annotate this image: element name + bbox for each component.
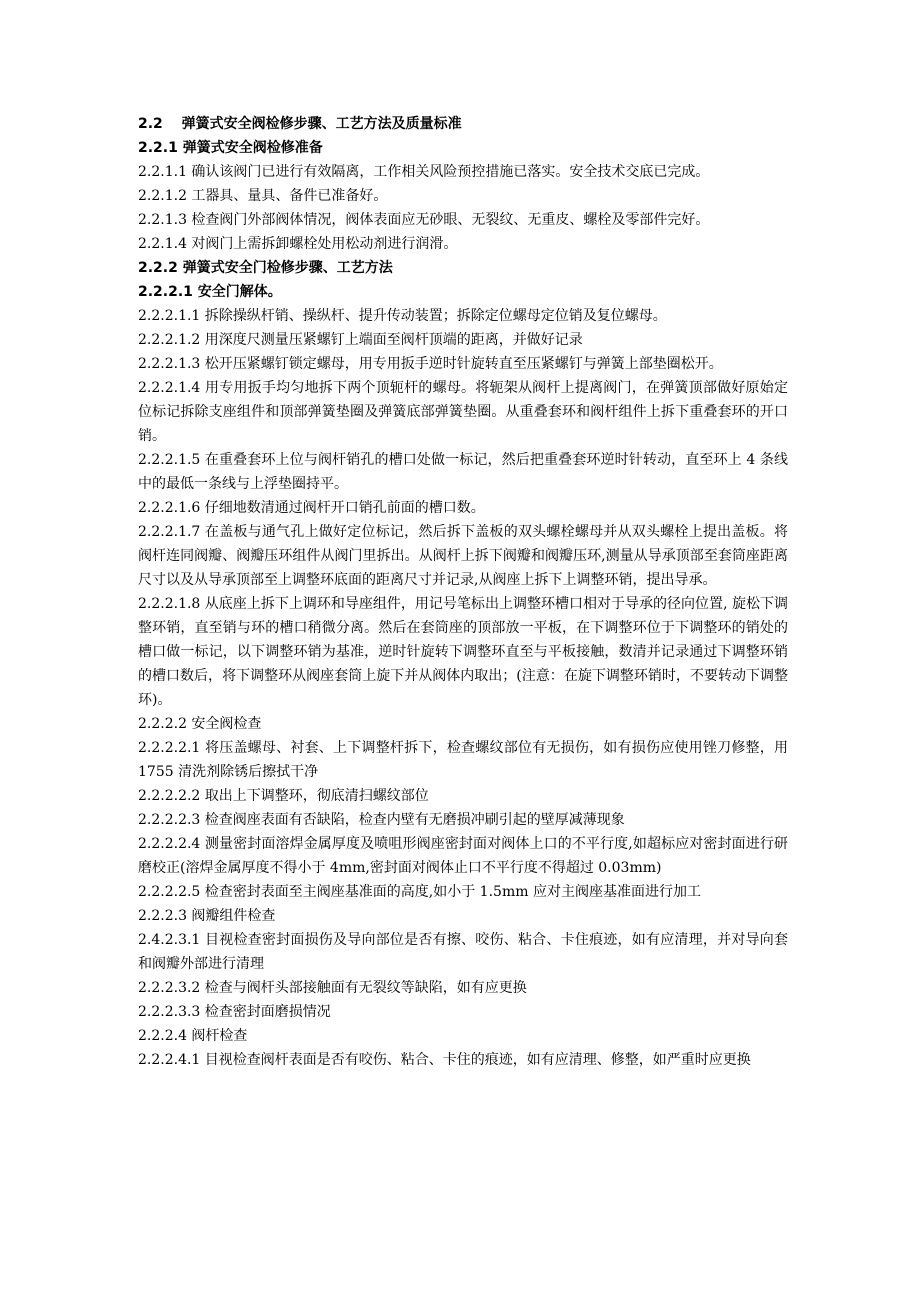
paragraph: 2.2.2.1.2 用深度尺测量压紧螺钉上端面至阀杆顶端的距离，并做好记录 [138,332,583,348]
paragraph: 2.2.1.1 确认该阀门已进行有效隔离，工作相关风险预控措施已落实。安全技术交底已完成。 [138,164,710,180]
paragraph: 2.2.2.1.3 松开压紧螺钉锁定螺母，用专用扳手逆时针旋转直至压紧螺钉与弹簧上部垫圈松开。 [138,356,723,372]
paragraph: 2.2.2.3.2 检查与阀杆头部接触面有无裂纹等缺陷，如有应更换 [138,980,527,996]
section-heading: 2.2 弹簧式安全阀检修步骤、工艺方法及质量标准 [138,116,462,132]
paragraph: 2.2.2.4.1 目视检查阀杆表面是否有咬伤、粘合、卡住的痕迹，如有应清理、修整，如严重时应更换 [138,1052,751,1068]
paragraph: 2.2.2.1.8 从底座上拆下上调环和导座组件，用记号笔标出上调整环槽口相对于导承的径向位置, 旋松下调整环销，直至销与环的槽口稍微分离。然后在套筒座的顶部放一平板，在下调整环位于下调整环的销处的槽口做一标记，以下调整环销为基准，逆时针旋转下调整环直至与平板接触，数清并记录通过下调整环销的槽口数后，将下调整环从阀座套筒上旋下并从阀体内取出；(注意：在旋下调整环销时，不要转动下调整环)。 [138,596,788,708]
paragraph: 2.2.2.2.4 测量密封面溶焊金属厚度及喷咀形阀座密封面对阀体上口的不平行度,如超标应对密封面进行研磨校正(溶焊金属厚度不得小于 4mm,密封面对阀体止口不平行度不得超过 0.03mm) [138,836,788,876]
subsection-heading: 2.2.1 弹簧式安全阀检修准备 [138,140,323,156]
document-body [138,112,788,1072]
paragraph: 2.2.2.2.1 将压盖螺母、衬套、上下调整杆拆下，检查螺纹部位有无损伤，如有损伤应使用锉刀修整，用 1755 清洗剂除锈后擦拭干净 [138,740,788,780]
paragraph: 2.4.2.3.1 目视检查密封面损伤及导向部位是否有擦、咬伤、粘合、卡住痕迹，如有应清理，并对导向套和阀瓣外部进行清理 [138,932,788,972]
paragraph: 2.2.2.1.4 用专用扳手均匀地拆下两个顶轭杆的螺母。将轭架从阀杆上提离阀门，在弹簧顶部做好原始定位标记拆除支座组件和顶部弹簧垫圈及弹簧底部弹簧垫圈。从重叠套环和阀杆组件上拆下重叠套环的开口销。 [138,380,788,444]
paragraph: 2.2.2.2.2 取出上下调整环，彻底清扫螺纹部位 [138,788,429,804]
subsection-heading: 2.2.2 弹簧式安全门检修步骤、工艺方法 [138,260,393,276]
paragraph: 2.2.2.1.6 仔细地数清通过阀杆开口销孔前面的槽口数。 [138,500,485,516]
paragraph: 2.2.1.3 检查阀门外部阀体情况，阀体表面应无砂眼、无裂纹、无重皮、螺栓及零部件完好。 [138,212,710,228]
paragraph: 2.2.2.1.1 拆除操纵杆销、操纵杆、提升传动装置；拆除定位螺母定位销及复位螺母。 [138,308,667,324]
paragraph: 2.2.2.1.5 在重叠套环上位与阀杆销孔的槽口处做一标记，然后把重叠套环逆时针转动，直至环上 4 条线中的最低一条线与上浮垫圈持平。 [138,452,788,492]
paragraph: 2.2.2.1.7 在盖板与通气孔上做好定位标记，然后拆下盖板的双头螺栓螺母并从双头螺栓上提出盖板。将阀杆连同阀瓣、阀瓣压环组件从阀门里拆出。从阀杆上拆下阀瓣和阀瓣压环,测量从导承顶部至套筒座距离尺寸以及从导承顶部至上调整环底面的距离尺寸并记录,从阀座上拆下上调整环销，提出导承。 [138,524,788,588]
paragraph: 2.2.2.2.5 检查密封表面至主阀座基准面的高度,如小于 1.5mm 应对主阀座基准面进行加工 [138,884,701,900]
subsubsection-heading: 2.2.2.4 阀杆检查 [138,1028,248,1044]
paragraph: 2.2.1.4 对阀门上需拆卸螺栓处用松动剂进行润滑。 [138,236,458,252]
subsubsection-heading: 2.2.2.2 安全阀检查 [138,716,262,732]
subsubsection-heading: 2.2.2.3 阀瓣组件检查 [138,908,276,924]
paragraph: 2.2.2.3.3 检查密封面磨损情况 [138,1004,331,1020]
paragraph: 2.2.2.2.3 检查阀座表面有否缺陷，检查内壁有无磨损冲刷引起的壁厚减薄现象 [138,812,625,828]
subsubsection-heading: 2.2.2.1 安全门解体。 [138,284,282,300]
paragraph: 2.2.1.2 工器具、量具、备件已准备好。 [138,188,388,204]
